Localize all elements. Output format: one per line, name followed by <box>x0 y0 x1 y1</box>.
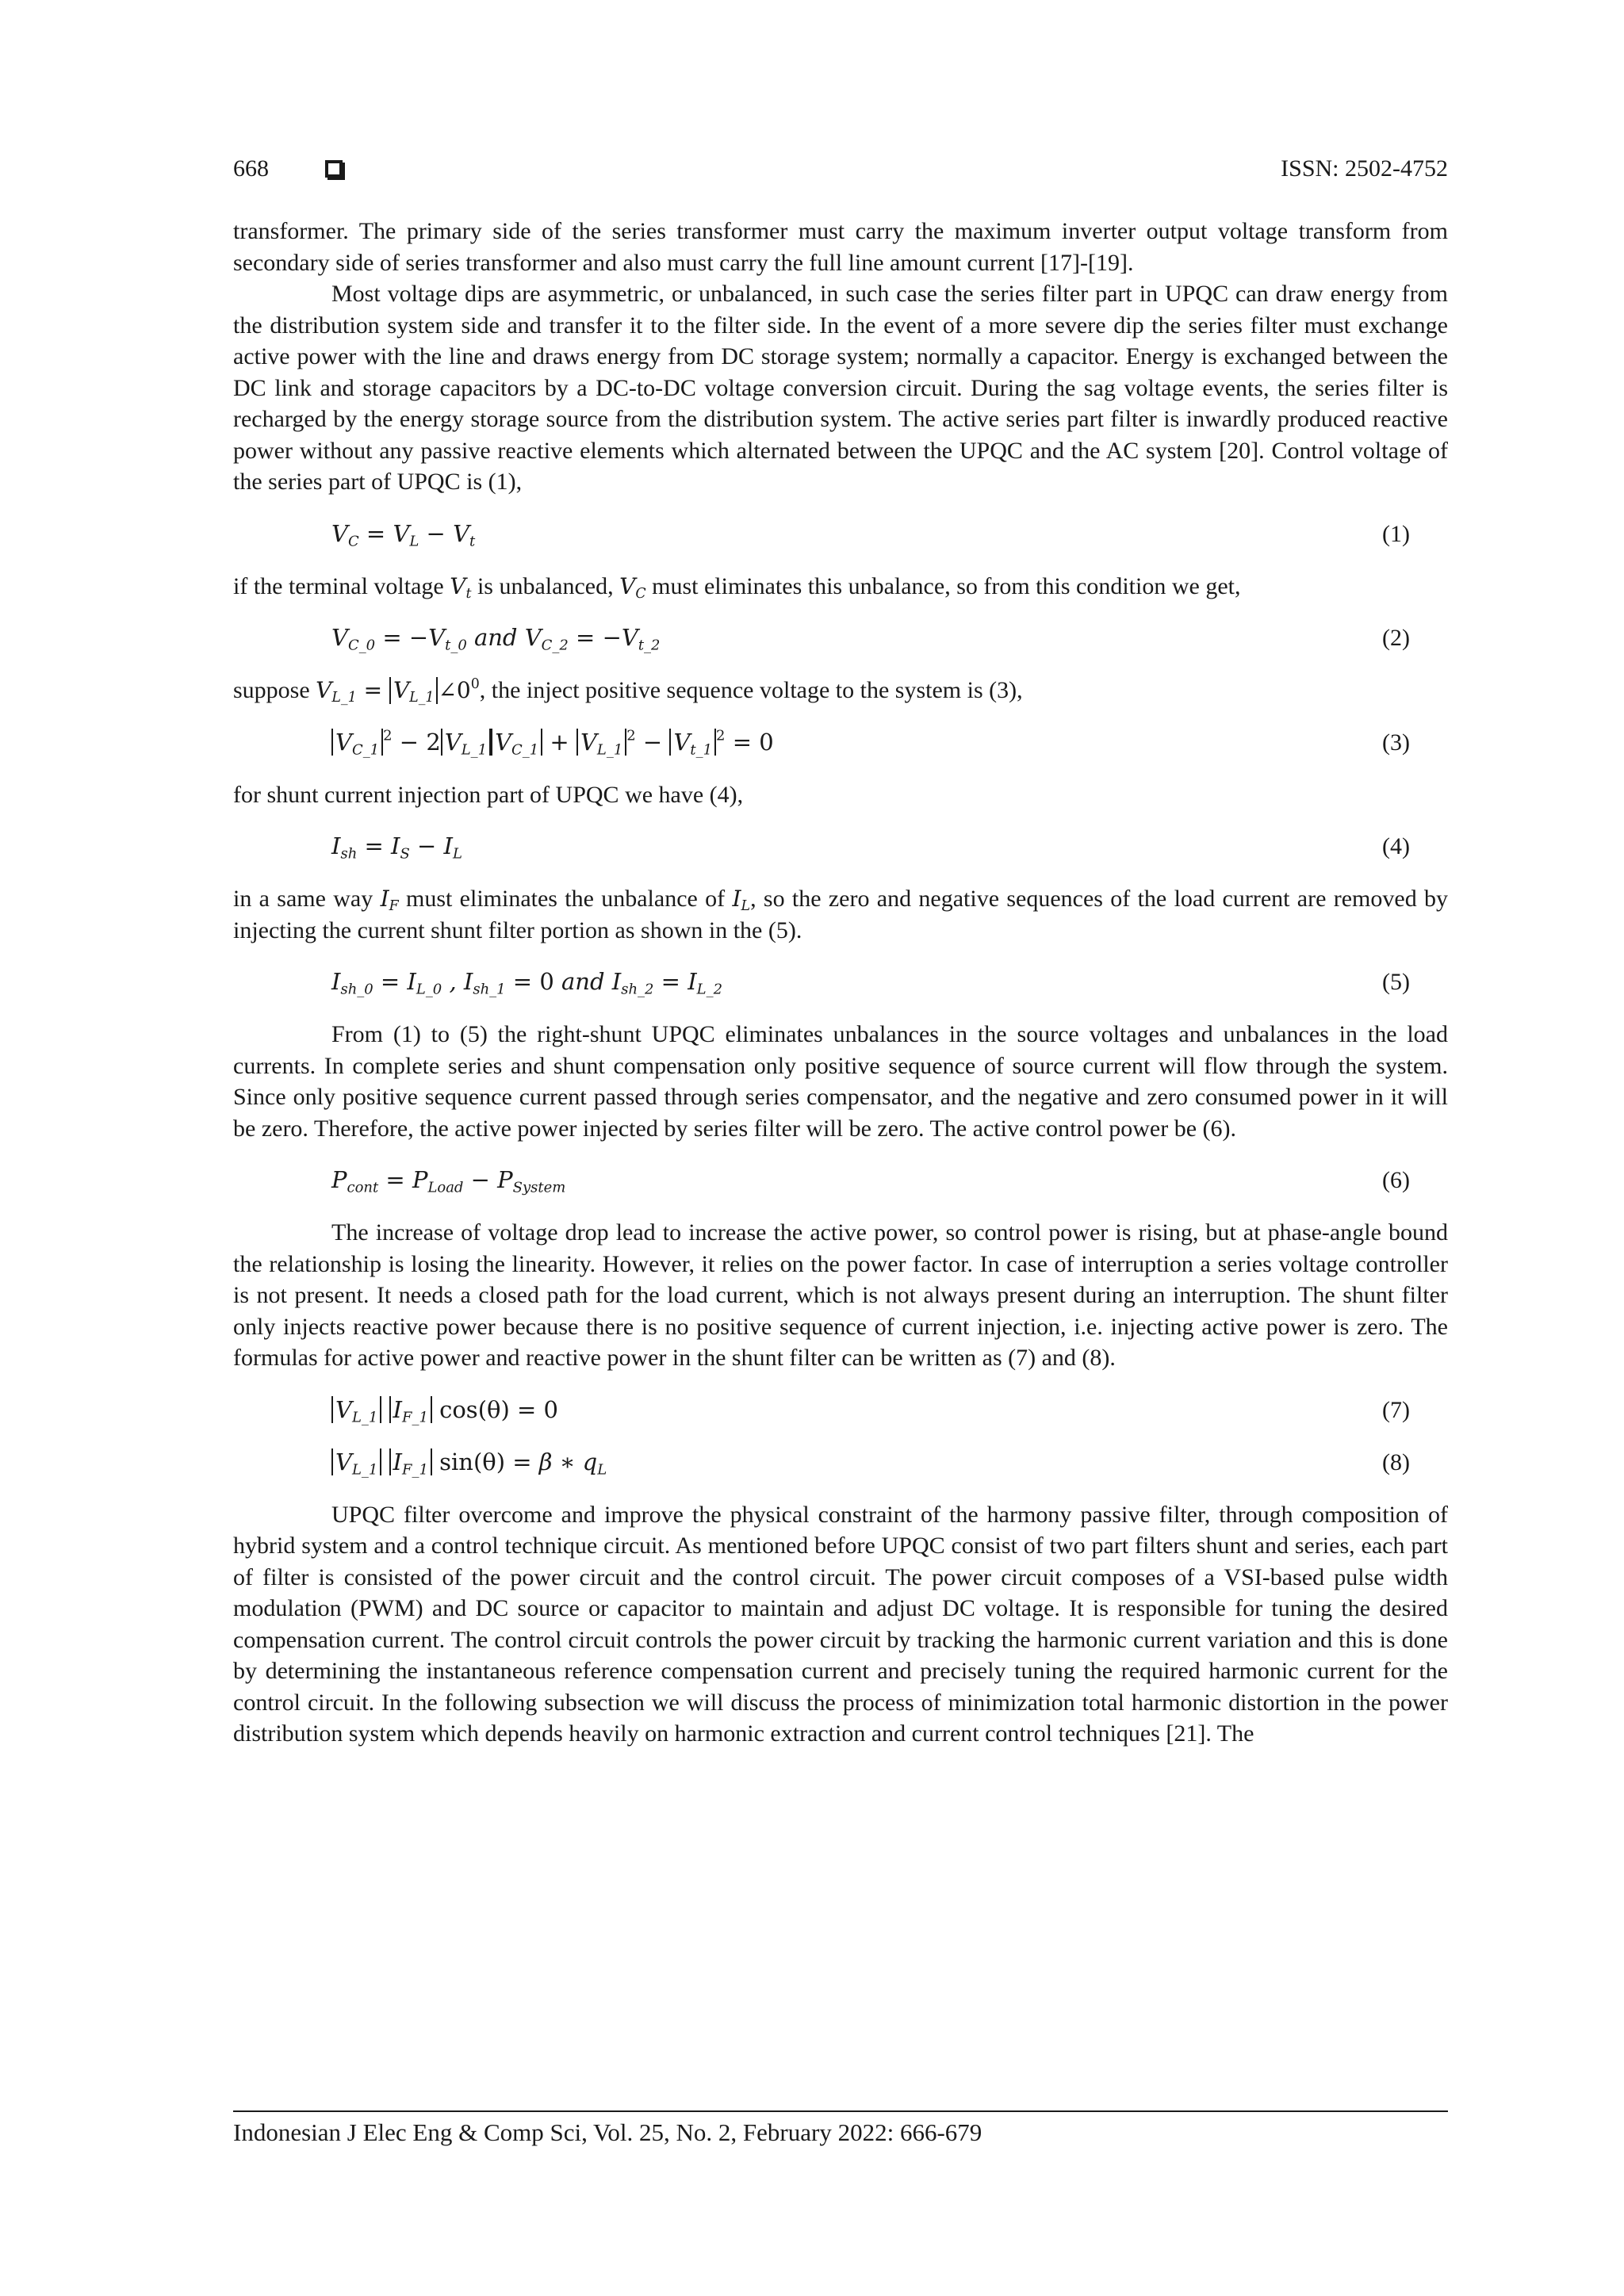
equation-5 <box>233 966 1448 998</box>
paragraph-8: The increase of voltage drop lead to increase the active power, so control power is rising, but at phase-angle bound the relationship is losing the linearity. However, it relies on the power factor. In case of interruption a series voltage controller is not present. It needs a closed path for the load current, which is not always present during an interruption. The shunt filter only injects reactive power because there is no positive sequence of current injection, i.e. injecting active power is zero. The formulas for active power and reactive power in the shunt filter can be written as (7) and (8). <box>233 1219 1448 1371</box>
checkbox-square-icon <box>325 160 343 178</box>
article-body <box>233 216 1448 1750</box>
equation-6-number: (6) <box>1382 1167 1410 1193</box>
equation-5-number: (5) <box>1382 969 1410 995</box>
footer-citation: Indonesian J Elec Eng & Comp Sci, Vol. 25, No. 2, February 2022: 666-679 <box>233 2118 982 2146</box>
equation-2 <box>233 622 1448 654</box>
paragraph-7: From (1) to (5) the right-shunt UPQC eliminates unbalances in the source voltages and unbalances in the load currents. In complete series and shunt compensation only positive sequence of source current will flow through the system. Since only positive sequence current passed through series compensator, and the negative and zero consumed power in it will be zero. Therefore, the active power injected by series filter will be zero. The active control power be (6). <box>233 1021 1448 1142</box>
paragraph-2: Most voltage dips are asymmetric, or unbalanced, in such case the series filter part in UPQC can draw energy from the distribution system side and transfer it to the filter side. In the event of a more severe dip the series filter must exchange active power with the line and draws energy from DC storage system; normally a capacitor. Energy is exchanged between the DC link and storage capacitors by a DC-to-DC voltage conversion circuit. During the sag voltage events, the series filter is recharged by the energy storage source from the distribution system. The active series part filter is inwardly produced reactive power without any passive reactive elements which alternated between the UPQC and the AC system [20]. Control voltage of the series part of UPQC is (1), <box>233 281 1448 495</box>
paragraph-9: UPQC filter overcome and improve the physical constraint of the harmony passive filter, through composition of hybrid system and a control technique circuit. As mentioned before UPQC consist of two part filters shunt and series, each part of filter is consisted of the power circuit and the control circuit. The power circuit composes of a VSI-based pulse width modulation (PWM) and DC source or capacitor to maintain and adjust DC voltage. It is responsible for tuning the desired compensation current. The control circuit controls the power circuit by tracking the harmonic current variation and this is done by determining the instantaneous reference compensation current and precisely tuning the required harmonic current for the control circuit. In the following subsection we will discuss the process of minimization total harmonic distortion in the power distribution system which depends heavily on harmonic extraction and current control techniques [21]. The <box>233 1501 1448 1747</box>
page <box>233 0 1448 2296</box>
paragraph-1: transformer. The primary side of the series transformer must carry the maximum inverter output voltage transform from secondary side of series transformer and also must carry the full line amount current [17]-[19]. <box>233 218 1448 276</box>
equation-6-expression: $P_{cont} = P_{Load} - P_{System}$ <box>331 1166 566 1196</box>
equation-7-expression: $V_{L\_1}$ $I_{F\_1}$ cos(θ) = 0 <box>331 1395 558 1426</box>
paragraph-3: if the terminal voltage $V_t$ is unbalanced, $V_C$ must eliminates this unbalance, so from this condition we get, <box>233 572 1241 602</box>
paragraph-5: for shunt current injection part of UPQC we have (4), <box>233 781 744 808</box>
paragraph-4: suppose $V_{L\_1} = V_{L\_1}$ $\angle 0^0$, the inject positive sequence voltage to the system is (3), <box>233 675 1023 706</box>
equation-8-expression: $V_{L\_1}$ $I_{F\_1}$ sin(θ) = β ∗ $q_L$ <box>331 1447 607 1479</box>
issn: ISSN: 2502-4752 <box>1281 155 1448 182</box>
equation-1-expression: $V_C = V_L - V_t$ <box>331 519 476 549</box>
equation-4-expression: $I_{sh} = I_S - I_L$ <box>331 832 462 863</box>
equation-7 <box>233 1395 1448 1426</box>
equation-7-number: (7) <box>1382 1396 1410 1423</box>
equation-2-number: (2) <box>1382 625 1410 651</box>
equation-8 <box>233 1447 1448 1479</box>
equation-4 <box>233 831 1448 863</box>
equation-3-number: (3) <box>1382 729 1410 756</box>
equation-2-expression: $V_{C\_0} = -V_{t\_0}$ and $V_{C\_2} = -V_{t\_2}$ <box>331 624 661 654</box>
page-header <box>233 155 1448 193</box>
equation-3 <box>233 727 1448 759</box>
equation-3-expression: $V_{C\_1}^2 - 2$ $V_{L\_1}$ $V_{C\_1} + V_{L\_1}^2 - V_{t\_1}^2 = 0$ <box>331 727 774 759</box>
equation-1 <box>233 519 1448 550</box>
equation-4-number: (4) <box>1382 833 1410 859</box>
equation-6 <box>233 1165 1448 1196</box>
equation-5-expression: $I_{sh\_0} = I_{L\_0}$ , $I_{sh\_1} = 0$ and $I_{sh\_2} = I_{L\_2}$ <box>331 968 723 998</box>
page-number: 668 <box>233 155 269 182</box>
paragraph-6: in a same way $I_F$ must eliminates the unbalance of $I_L$, so the zero and negative sequences of the load current are removed by injecting the current shunt filter portion as shown in the (5). <box>233 886 1449 943</box>
equation-1-number: (1) <box>1382 520 1410 547</box>
equation-8-number: (8) <box>1382 1448 1410 1475</box>
page-footer <box>233 2110 1448 2147</box>
